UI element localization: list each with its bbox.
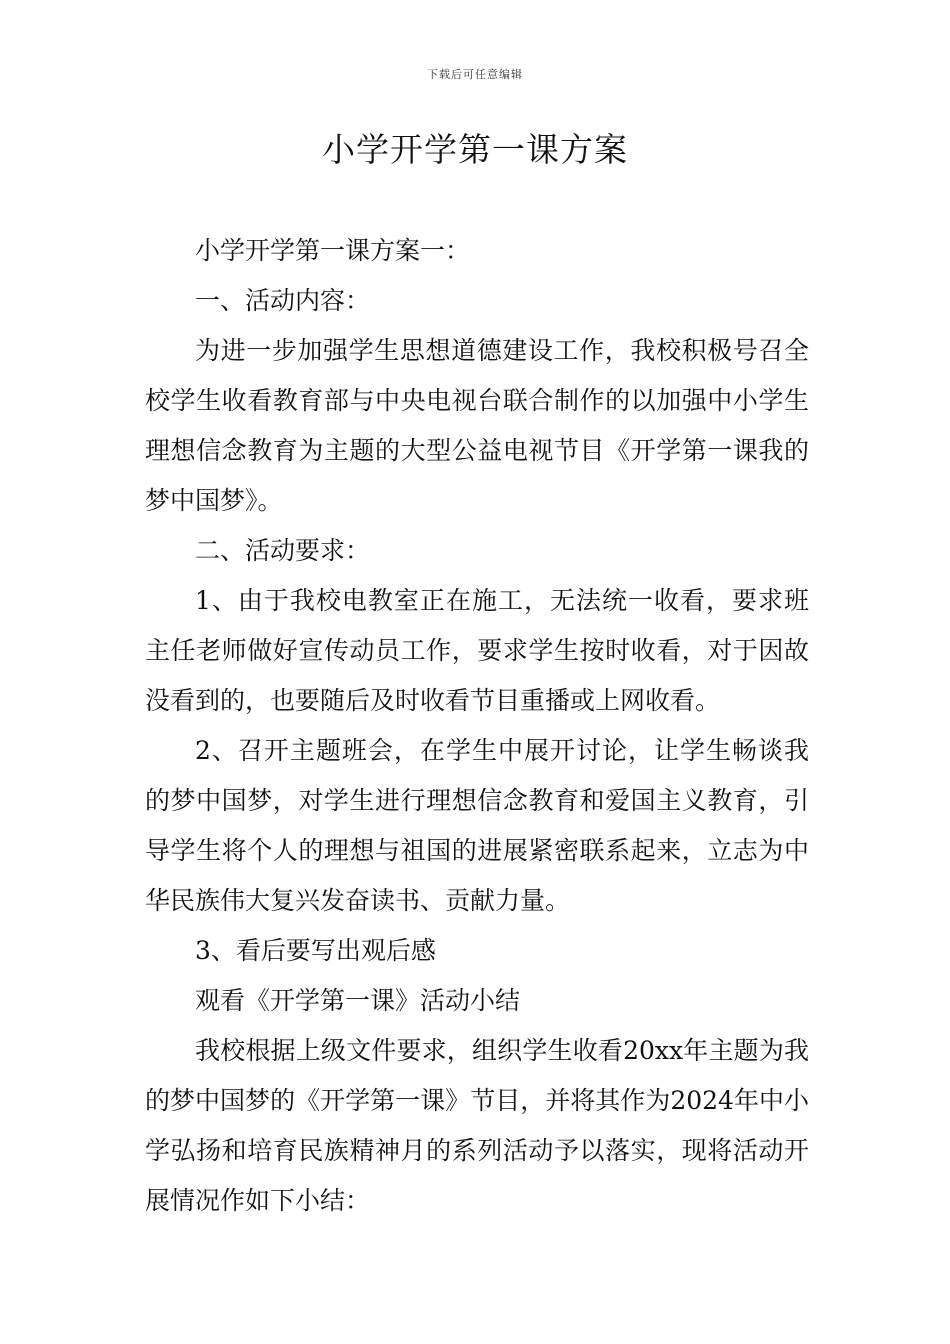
- paragraph-plan-heading: 小学开学第一课方案一：: [195, 236, 471, 265]
- document-title: 小学开学第一课方案: [322, 130, 628, 169]
- paragraph-requirement-1: 1、由于我校电教室正在施工，无法统一收看，要求班主任老师做好宣传动员工作，要求学生按时收看，对于因故没看到的，也要随后及时收看节目重播或上网收看。: [145, 586, 809, 715]
- paragraph-summary-intro: 我校根据上级文件要求，组织学生收看20xx年主题为我的梦中国梦的《开学第一课》节目，并将其作为2024年中小学弘扬和培育民族精神月的系列活动予以落实，现将活动开展情况作如下小结：: [145, 1036, 809, 1215]
- paragraph-section-2-heading: 二、活动要求：: [195, 536, 371, 565]
- paragraph-requirement-3: 3、看后要写出观后感: [195, 936, 436, 965]
- header-note: 下载后可任意编辑: [427, 68, 523, 81]
- paragraph-summary-heading: 观看《开学第一课》活动小结: [195, 986, 521, 1015]
- paragraph-section-1-heading: 一、活动内容：: [195, 286, 371, 315]
- paragraph-requirement-2: 2、召开主题班会，在学生中展开讨论，让学生畅谈我的梦中国梦，对学生进行理想信念教育和爱国主义教育，引导学生将个人的理想与祖国的进展紧密联系起来，立志为中华民族伟大复兴发奋读书、贡献力量。: [145, 736, 809, 915]
- document-body: [145, 226, 809, 1226]
- paragraph-activity-content: 为进一步加强学生思想道德建设工作，我校积极号召全校学生收看教育部与中央电视台联合制作的以加强中小学生理想信念教育为主题的大型公益电视节目《开学第一课我的梦中国梦》。: [145, 336, 809, 515]
